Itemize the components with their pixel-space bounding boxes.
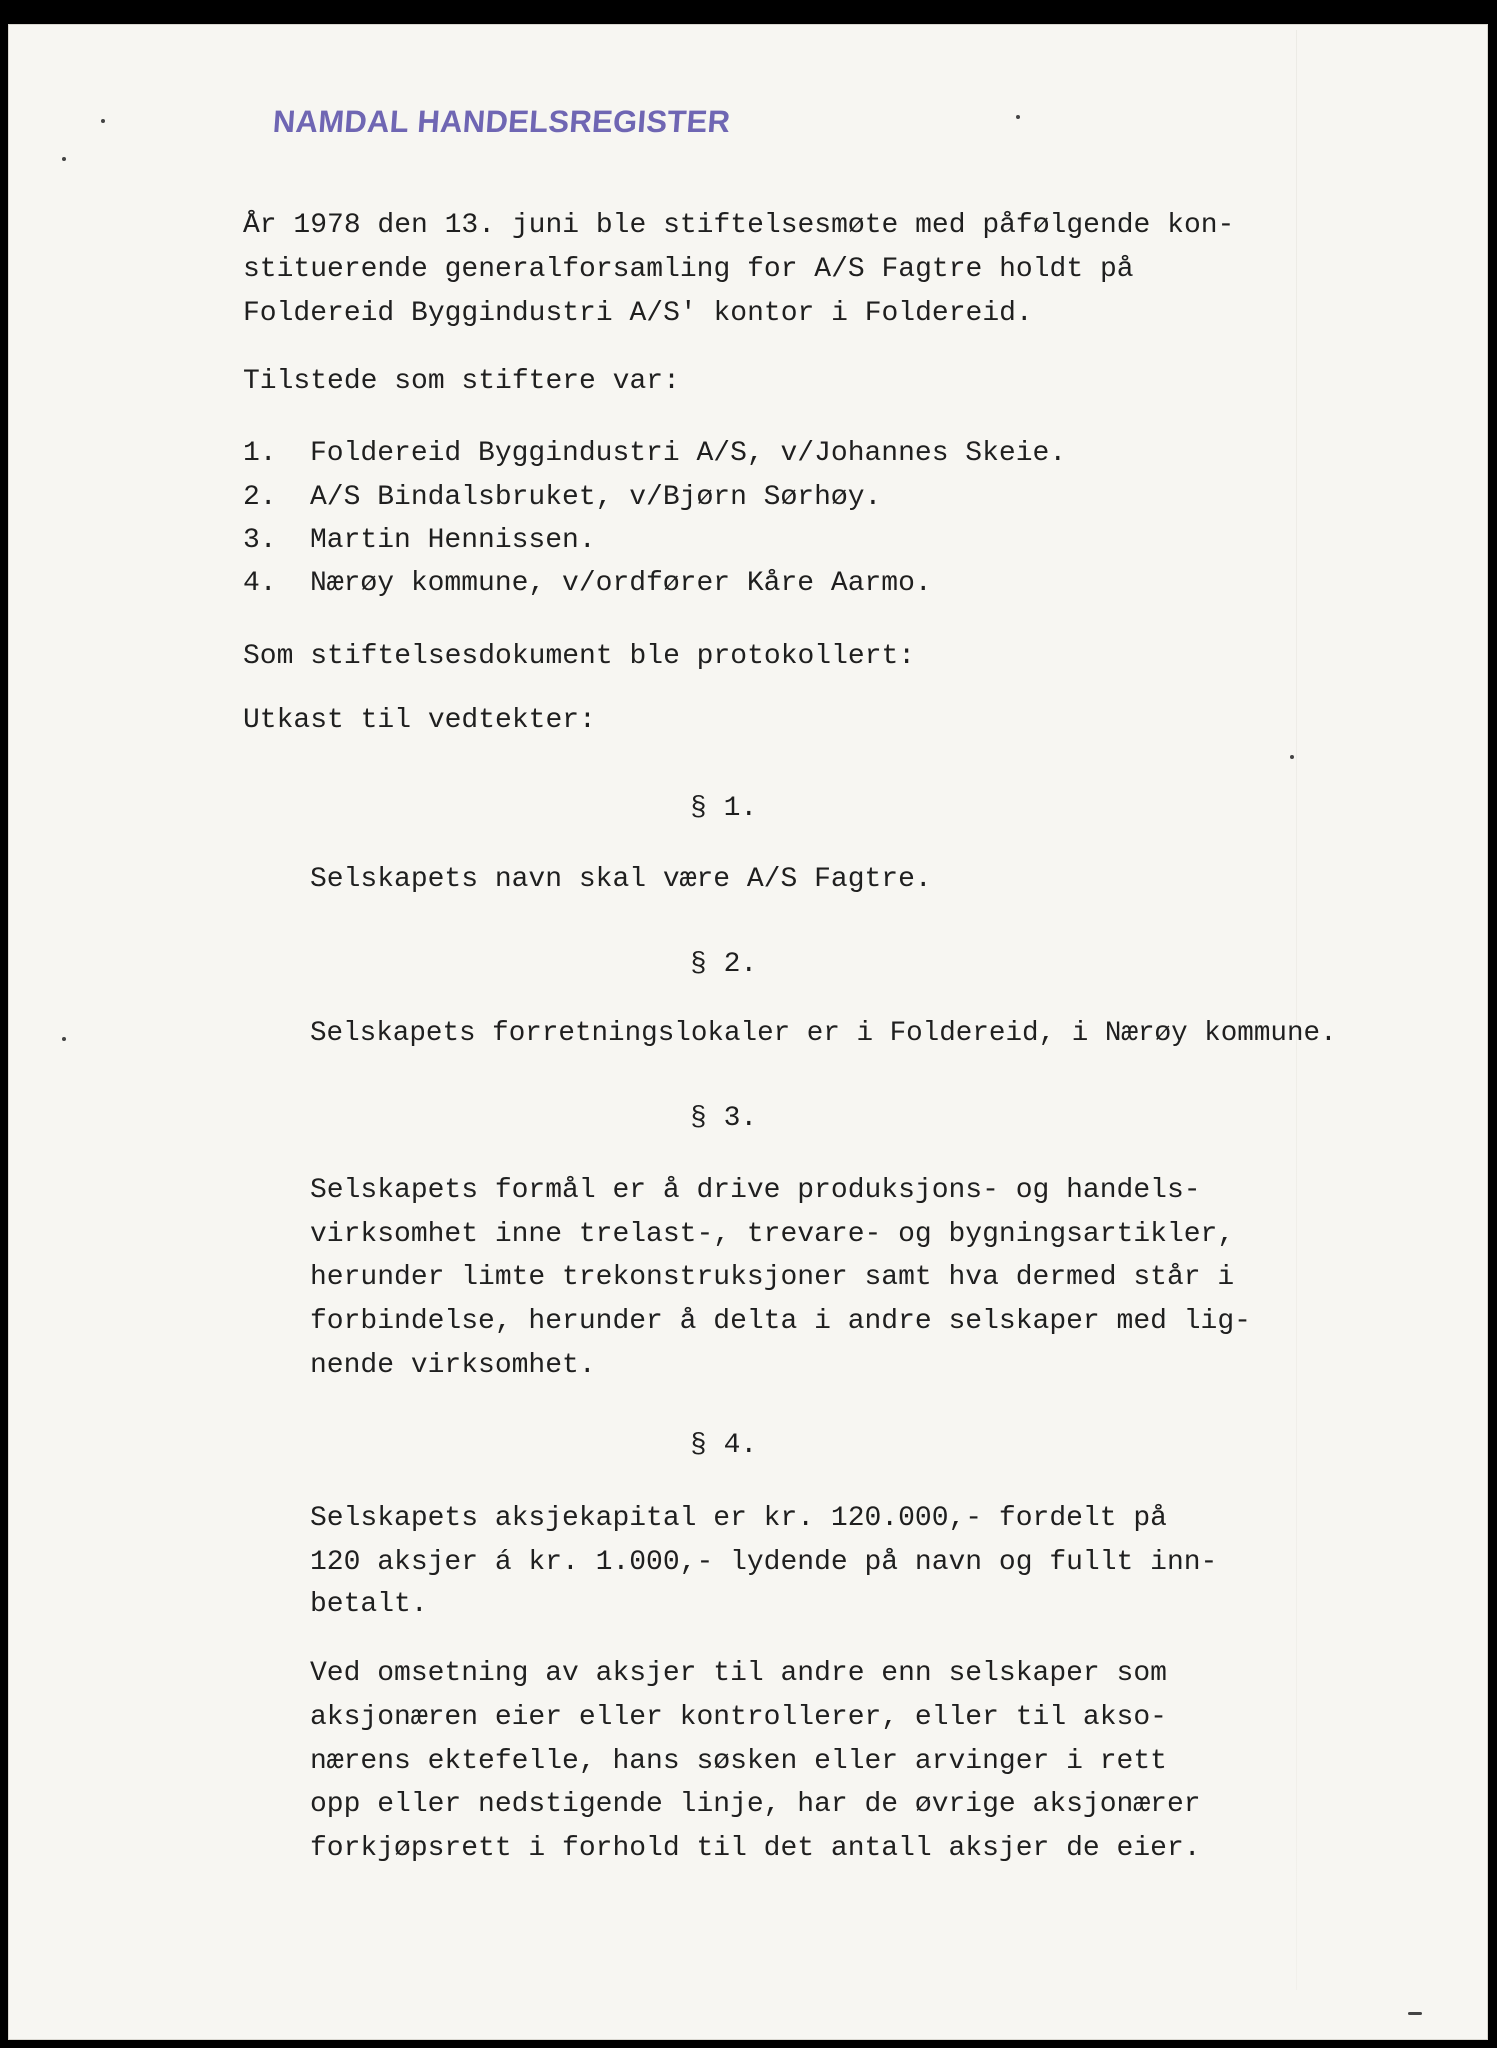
scan-speck [1016, 115, 1020, 119]
section-line: virksomhet inne trelast-, trevare- og bygningsartikler, [310, 1219, 1235, 1250]
founder-name: A/S Bindalsbruket, v/Bjørn Sørhøy. [310, 482, 882, 513]
scan-speck [62, 157, 66, 161]
founders-heading: Tilstede som stiftere var: [243, 366, 680, 397]
scan-speck [62, 1037, 66, 1041]
section-line: betalt. [310, 1589, 428, 1620]
scan-speck [1290, 755, 1294, 759]
section-heading: § 4. [690, 1430, 758, 1461]
section-line: aksjonæren eier eller kontrollerer, eller til akso- [310, 1702, 1167, 1733]
draft-heading: Utkast til vedtekter: [243, 705, 596, 736]
section-line: forbindelse, herunder å delta i andre selskaper med lig- [310, 1306, 1251, 1337]
scan-speck [101, 119, 105, 123]
section-line: 120 aksjer á kr. 1.000,- lydende på navn og fullt inn- [310, 1547, 1218, 1578]
intro-line: Foldereid Byggindustri A/S' kontor i Foldereid. [243, 298, 1033, 329]
section-line: nende virksomhet. [310, 1350, 596, 1381]
section-line: forkjøpsrett i forhold til det antall aksjer de eier. [310, 1833, 1201, 1864]
founder-number: 4. [243, 568, 277, 599]
section-line: Selskapets navn skal være A/S Fagtre. [310, 864, 932, 895]
section-heading: § 3. [690, 1103, 758, 1134]
section-line: Selskapets formål er å drive produksjons- og handels- [310, 1175, 1201, 1206]
section-line: herunder limte trekonstruksjoner samt hva dermed står i [310, 1262, 1235, 1293]
founder-number: 1. [243, 438, 277, 469]
section-line: Selskapets aksjekapital er kr. 120.000,- fordelt på [310, 1503, 1167, 1534]
paper-fold-line [1296, 30, 1297, 1990]
register-stamp: NAMDAL HANDELSREGISTER [271, 104, 732, 139]
founder-name: Foldereid Byggindustri A/S, v/Johannes Skeie. [310, 438, 1067, 469]
section-heading: § 1. [690, 793, 758, 824]
founder-name: Martin Hennissen. [310, 525, 596, 556]
intro-line: stituerende generalforsamling for A/S Fagtre holdt på [243, 254, 1134, 285]
section-line: nærens ektefelle, hans søsken eller arvinger i rett [310, 1746, 1167, 1777]
intro-line: År 1978 den 13. juni ble stiftelsesmøte med påfølgende kon- [243, 210, 1235, 241]
section-line: opp eller nedstigende linje, har de øvrige aksjonærer [310, 1789, 1201, 1820]
founder-number: 3. [243, 525, 277, 556]
founder-name: Nærøy kommune, v/ordfører Kåre Aarmo. [310, 568, 932, 599]
founder-number: 2. [243, 482, 277, 513]
scan-speck [1408, 2012, 1422, 2015]
section-line: Selskapets forretningslokaler er i Foldereid, i Nærøy kommune. [310, 1018, 1337, 1049]
section-line: Ved omsetning av aksjer til andre enn selskaper som [310, 1658, 1167, 1689]
section-heading: § 2. [690, 949, 758, 980]
protocol-line: Som stiftelsesdokument ble protokollert: [243, 641, 916, 672]
